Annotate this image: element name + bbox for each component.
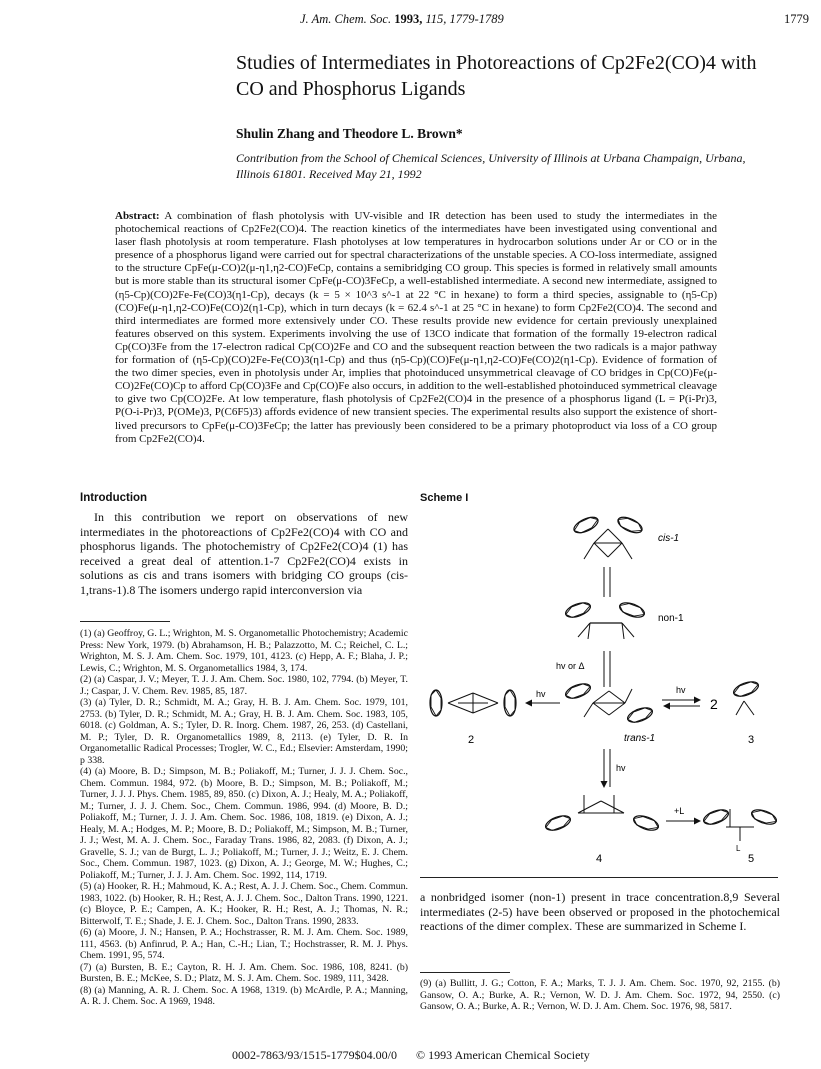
compound-5-number: 5 [748, 853, 755, 865]
abstract-label: Abstract: [115, 210, 160, 222]
references-left [80, 628, 408, 1008]
hv-label-left: hv [536, 689, 546, 699]
compound-4-structure [544, 795, 661, 833]
radical-coefficient: 2 [710, 696, 718, 712]
compound-5-structure [702, 807, 778, 841]
compound-2-structure [430, 690, 516, 716]
introduction-heading: Introduction [80, 492, 148, 504]
footnote-divider-right [420, 972, 510, 973]
scheme-diagram [418, 505, 778, 875]
journal-volume-pages: 115, 1779-1789 [425, 12, 504, 26]
compound-2-number: 2 [468, 734, 475, 746]
journal-name: J. Am. Chem. Soc. [300, 12, 392, 26]
journal-year: 1993, [394, 12, 423, 26]
reference-item: (7) (a) Bursten, B. E.; Cayton, R. H. J. Am. Chem. Soc. 1986, 108, 8241. (b) Bursten, B. E.; McKee, S. D.; Platz, M. S. J. Am. Chem. Soc. 1989, 111, 3428. [80, 961, 408, 984]
compound-4-number: 4 [596, 853, 603, 865]
hv-label-down: hv [616, 763, 626, 773]
cis-1-structure [572, 514, 645, 559]
reference-item: (6) (a) Moore, J. N.; Hansen, P. A.; Hochstrasser, R. M. J. Am. Chem. Soc. 1989, 111, 4563. (b) Anfinrud, P. A.; Han, C.-H.; Lian, T.; Hochstrasser, R. M. J. Phys. Chem. 1991, 95, 574. [80, 927, 408, 961]
trans-1-label: trans-1 [624, 733, 656, 744]
reference-item: (2) (a) Caspar, J. V.; Meyer, T. J. J. Am. Chem. Soc. 1980, 102, 7794. (b) Meyer, T. J.; Caspar, J. V. Chem. Rev. 1985, 85, 187. [80, 674, 408, 697]
journal-citation [300, 12, 504, 27]
running-header [0, 12, 821, 32]
affiliation: Contribution from the School of Chemical Sciences, University of Illinois at Urbana Champaign, Urbana, Illinois 61801. Received May 21, 1992 [236, 151, 746, 181]
scheme-divider [420, 877, 778, 878]
hv-or-delta-label: hv or Δ [556, 661, 585, 671]
reference-item: (9) (a) Bullitt, J. G.; Cotton, F. A.; Marks, T. J. J. Am. Chem. Soc. 1970, 92, 2155. (b) Gansow, O. A.; Burke, A. R.; Vernon, W. D. J. Am. Chem. Soc. 1972, 94, 2550. (c) Gansow, O. A.; Burke, A. R.; Vernon, W. D. J. Am. Chem. Soc. 1976, 98, 5817. [420, 978, 780, 1012]
ligand-label: L [736, 844, 741, 853]
hv-label-right: hv [676, 685, 686, 695]
reference-item: (5) (a) Hooker, R. H.; Mahmoud, K. A.; Rest, A. J. J. Chem. Soc., Chem. Commun. 1983, 1022. (b) Hooker, R. H.; Rest, A. J. J. Chem. Soc., Dalton Trans. 1990, 1221. (c) Bloyce, P. E.; Campen, A. K.; Hooker, R. H.; Rest, A. J.; Thomas, N. R.; Bitterwolf, T. E.; Shade, J. E. J. Chem. Soc., Dalton Trans. 1990, 2833. [80, 881, 408, 927]
reference-item: (8) (a) Manning, A. R. J. Chem. Soc. A 1968, 1319. (b) McArdle, P. A.; Manning, A. R. J. Chem. Soc. A 1969, 1948. [80, 984, 408, 1007]
reference-item: (3) (a) Tyler, D. R.; Schmidt, M. A.; Gray, H. B. J. Am. Chem. Soc. 1979, 101, 2753. (b) Tyler, D. R.; Schmidt, M. A.; Gray, H. B. J. Am. Chem. Soc. 1983, 105, 6018. (c) Goldman, A. S.; Tyler, D. R. Inorg. Chem. 1987, 26, 253. (d) Castellani, M. P.; Tyler, D. R. Organometallics 1989, 8, 2113. (e) Tyler, D. R. In Organometallic Radical Processes; Trogler, W. C., Ed.; Elsevier: Amsterdam, 1990; p 338. [80, 697, 408, 766]
article-title: Studies of Intermediates in Photoreactions of Cp2Fe2(CO)4 with CO and Phosphorus Ligands [236, 52, 757, 100]
abstract [115, 210, 717, 446]
scheme-label: Scheme I [420, 492, 469, 504]
plus-l-label: +L [674, 806, 685, 816]
compound-3-number: 3 [748, 734, 755, 746]
introduction-text: In this contribution we report on observations of new intermediates in the photoreactions of Cp2Fe2(CO)4 with CO and phosphorus ligands. The photochemistry of Cp2Fe2(CO)4 (1) has received a great deal of attention.1-7 Cp2Fe2(CO)4 exists in solutions as cis and trans isomers with bridging CO groups (cis-1,trans-1).8 The isomers undergo rapid interconversion via [80, 510, 408, 597]
trans-1-structure [564, 681, 655, 725]
copyright: © 1993 American Chemical Society [416, 1048, 590, 1062]
non-1-structure [564, 600, 647, 639]
article-code: 0002-7863/93/1515-1779$04.00/0 [232, 1048, 397, 1062]
authors: Shulin Zhang and Theodore L. Brown* [236, 126, 463, 141]
right-column-text: a nonbridged isomer (non-1) present in trace concentration.8,9 Several intermediates (2-5) have been observed or proposed in the photochemical reactions of the dimer complex. These are summarized in Scheme I. [420, 890, 780, 934]
compound-3-structure [732, 679, 761, 715]
non-1-label: non-1 [658, 613, 684, 624]
abstract-text: A combination of flash photolysis with UV-visible and IR detection has been used to study the intermediates in the photochemical reactions of Cp2Fe2(CO)4. The reaction kinetics of the intermediates have been investigated using conventional and laser flash photolysis at room temperature. Flash photolyses at low temperatures in hydrocarbon solutions under Ar or CO or in the presence of a phosphorus ligand were carried out for spectral characterizations of the unstable species. A CO-loss intermediate, assigned to the structure CpFe(μ-CO)2(μ-η1,η2-CO)FeCp, contains a semibridging CO group. This species is formed in relatively small amounts but is more stable than its structural isomer CpFe(μ-CO)3FeCp, a well-established intermediate. A second new intermediate, assigned to (η5-Cp)(CO)2Fe-Fe(CO)3(η1-Cp), decays (k = 5 × 10^3 s^-1 at 22 °C in hexane) to form a third species, assignable to (η5-Cp)(CO)Fe(μ-η1,η2-CO)Fe(CO)2(η1-Cp), which in turn decays (k = 62.4 s^-1 at 25 °C in hexane) to form Cp2Fe2(CO)4. The second and third intermediates are formed more extensively under CO. These results provide new evidence for certain previously unexplained features observed on this system. Experiments involving the use of 13CO indicate that formation of the formally 19-electron radical Cp(CO)3Fe from the 17-electron radical Cp(CO)2Fe and CO and the subsequent reaction between the two radicals is a major pathway for formation of (η5-Cp)(CO)2Fe-Fe(CO)3(η1-Cp) and thus (η5-Cp)(CO)Fe(μ-η1,η2-CO)Fe(CO)2(η1-Cp). Evidence of formation of the two dimer species, even in photolysis under Ar, implies that photoinduced unsymmetrical cleavage of CO bridges in Cp(CO)Fe(μ-CO)2Fe(CO)Cp to afford Cp(CO)3Fe and Cp(CO)Fe also occurs, in addition to the well-established photoinduced symmetrical cleavage to give two Cp(CO)2Fe. At low temperature, flash photolysis of Cp2Fe2(CO)4 in the presence of a phosphorus ligand (L = P(i-Pr)3, P(O-i-Pr)3, P(OMe)3, P(C6F5)3) affords evidence of new transient species. The experimental results also support the existence of short-lived precursors to CpFe(μ-CO)3FeCp; the latter has previously been considered to be a primary photoproduct via loss of a CO group from Cp2Fe2(CO)4. [115, 210, 717, 445]
reference-item: (4) (a) Moore, B. D.; Simpson, M. B.; Poliakoff, M.; Turner, J. J. J. Chem. Soc., Chem. Commun. 1984, 972. (b) Moore, B. D.; Simpson, M. B.; Poliakoff, M.; Turner, J. J. J. Phys. Chem. 1985, 89, 850. (c) Dixon, A. J.; Healy, M. A.; Poliakoff, M.; Turner, J. J. J. Chem. Soc., Chem. Commun. 1986, 994. (d) Moore, B. D.; Poliakoff, M.; Turner, J. J. J. Am. Chem. Soc. 1986, 108, 1819. (e) Dixon, A. J.; Healy, M. A.; Hodges, M. P.; Moore, B. D.; Poliakoff, M.; Simpson, M. B.; Turner, J. J.; West, M. A. J. Chem. Soc., Faraday Trans. 1986, 82, 2083. (f) Dixon, A. J.; Gravelle, S. J.; van de Burgt, L. J.; Poliakoff, M.; Turner, J. J.; Weitz, E. J. Chem. Soc., Chem. Commun. 1987, 1023. (g) Dixon, A. J.; George, M. W.; Hughes, C.; Poliakoff, M.; Turner, J. J. J. Am. Chem. Soc. 1992, 114, 1719. [80, 766, 408, 881]
references-right [420, 978, 780, 1013]
footnote-divider [80, 621, 170, 622]
cis-1-label: cis-1 [658, 533, 680, 544]
reference-item: (1) (a) Geoffroy, G. L.; Wrighton, M. S. Organometallic Photochemistry; Academic Press: New York, 1979. (b) Abrahamson, H. B.; Palazzotto, M. C.; Reichel, C. L.; Wrighton, M. S. J. Am. Chem. Soc. 1979, 101, 4123. (c) Hepp, A. F.; Blaha, J. P.; Lewis, C.; Wrighton, M. S. Organometallics 1984, 3, 174. [80, 628, 408, 674]
page-number: 1779 [784, 12, 809, 26]
